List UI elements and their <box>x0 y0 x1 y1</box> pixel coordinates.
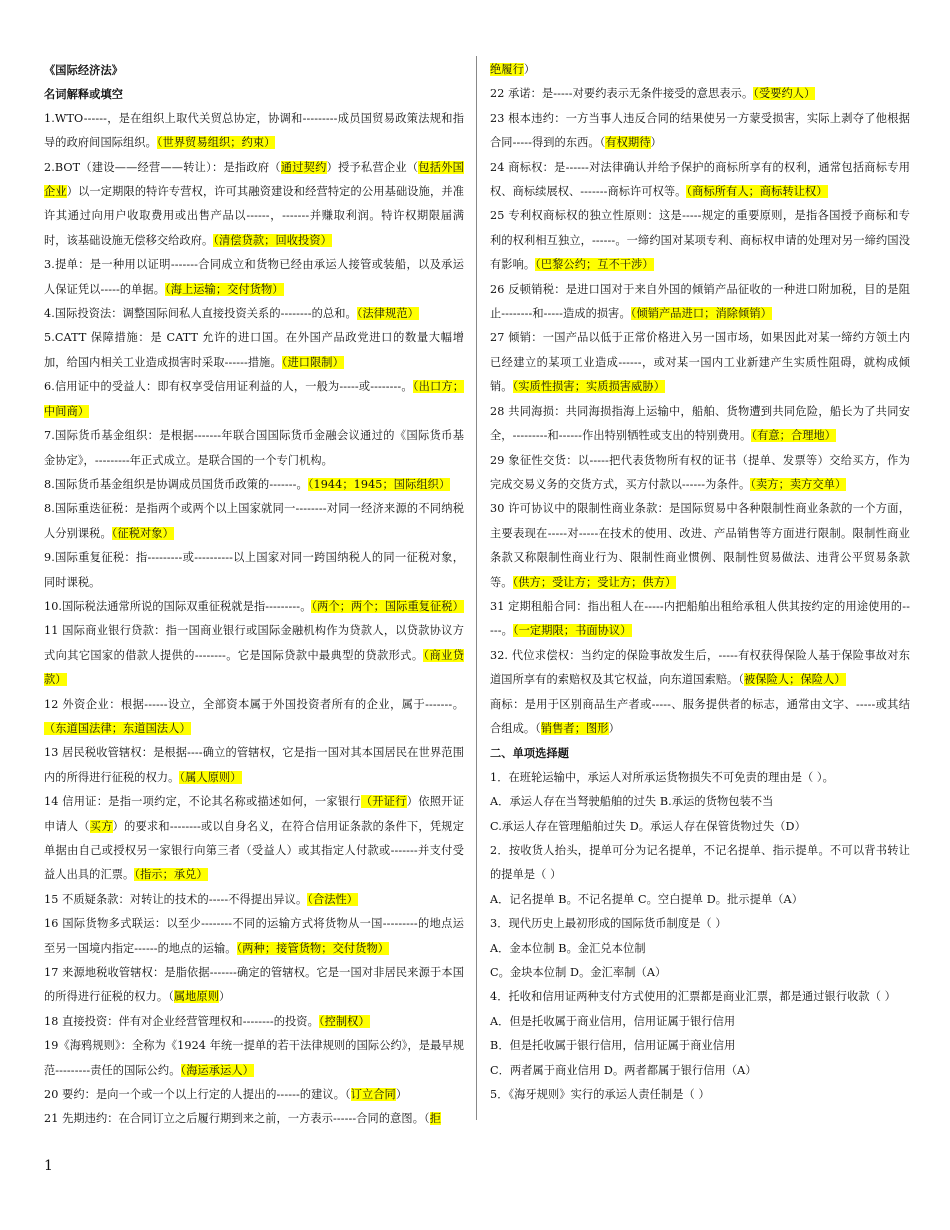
text-segment: 11 国际商业银行贷款：指一国商业银行或国际金融机构作为贷款人，以贷款协议方式向其它国家的借款人提供的--------。它是国际贷款中最典型的贷款形式。 <box>44 624 464 662</box>
text-segment: A．但是托收属于商业信用，信用证属于银行信用 <box>490 1014 736 1028</box>
paragraph <box>490 644 910 693</box>
text-segment: 5.CATT 保障措施：是 CATT 允许的进口国。在外国产品政党进口的数量大幅增加，给国内相关工业造成损害时采取------措施。 <box>44 331 464 369</box>
left-column <box>44 58 464 1132</box>
paragraph <box>490 1010 910 1034</box>
paragraph <box>490 58 910 82</box>
text-segment: 27 倾销：一国产品以低于正常价格进入另一国市场，如果因此对某一缔约方领土内已经建立的某项工业造成------，或对某一国内工业新建产生实质性阻碍，就构成倾销。 <box>490 331 910 394</box>
paragraph <box>44 693 464 742</box>
text-segment: 29 象征性交货：以-----把代表货物所有权的证书（提单、发票等）交给买方，作为完成交易义务的交货方式，买方付款以------为条件。 <box>490 453 910 491</box>
text-segment: B．但是托收属于银行信用，信用证属于商业信用 <box>490 1039 736 1053</box>
paragraph <box>490 1059 910 1083</box>
paragraph <box>490 693 910 742</box>
answer-highlight: 绝履行 <box>490 63 524 76</box>
answer-highlight: （出口方；中间商） <box>44 380 464 418</box>
paragraph <box>44 107 464 156</box>
answer-highlight: （两种；接管货物；交付货物） <box>236 941 390 955</box>
paragraph <box>44 1010 464 1034</box>
text-segment: 6.信用证中的受益人：即有权享受信用证利益的人，一般为-----或--------。 <box>44 380 413 394</box>
paragraph <box>44 497 464 546</box>
paragraph <box>44 424 464 473</box>
text-segment: 14 信用证：是指一项约定，不论其名称或描述如何，一家银行 <box>44 795 361 809</box>
text-segment: 31 定期租船合同：指出租人在-----内把船舶出租给承租人供其按约定的用途使用的-----。 <box>490 599 910 638</box>
paragraph <box>490 961 910 985</box>
paragraph <box>490 449 910 498</box>
paragraph <box>490 1034 910 1058</box>
paragraph <box>490 985 910 1009</box>
paragraph <box>490 400 910 449</box>
text-segment: 26 反顿销税：是进口国对于来自外国的倾销产品征收的一种进口附加税，目的是阻止--------和-----造成的损害。 <box>490 282 910 321</box>
answer-highlight: （海运承运人） <box>180 1063 254 1077</box>
text-segment: ） <box>608 721 620 735</box>
answer-highlight: 有权期待 <box>605 136 651 150</box>
answer-highlight: 买方 <box>89 819 113 833</box>
text-segment: 7.国际货币基金组织：是根据-------年联合国国际货币金融会议通过的《国际货币基金协定》，---------年正式成立。是联合国的一个专门机构。 <box>44 429 464 467</box>
text-segment: C．两者属于商业信用 D。两者都属于银行信用（A） <box>490 1063 757 1077</box>
text-segment: ） <box>523 63 536 76</box>
answer-highlight: （受要约人） <box>753 87 816 101</box>
paragraph <box>44 1034 464 1083</box>
text-segment: 8.国际货币基金组织是协调成员国货币政策的-------。 <box>44 477 308 491</box>
answer-highlight: （世界贸易组织；约束） <box>156 136 276 150</box>
text-segment: 2．按收货人抬头，提单可分为记名提单，不记名提单、指示提单。不可以背书转让的提单是（ ） <box>490 844 910 882</box>
text-segment: 12 外资企业：根据------设立，全部资本属于外国投资者所有的企业，属于-------。 <box>44 697 464 711</box>
paragraph <box>490 497 910 595</box>
text-segment: ） <box>395 1088 408 1102</box>
paragraph <box>490 278 910 327</box>
answer-highlight: 被保险人；保险人） <box>744 673 846 687</box>
paragraph <box>44 912 464 961</box>
answer-highlight: （控制权） <box>318 1014 370 1028</box>
paragraph <box>44 473 464 497</box>
text-segment: C.承运人存在管理船舶过失 D。承运人存在保管货物过失（D） <box>490 819 806 833</box>
paragraph <box>44 741 464 790</box>
answer-highlight: （法律规范） <box>356 307 419 321</box>
text-segment: A．记名提单 B。不记名提单 C。空白提单 D。批示提单（A） <box>490 892 803 906</box>
right-column <box>490 58 910 1107</box>
paragraph <box>490 937 910 961</box>
answer-highlight: 拒 <box>429 1112 441 1126</box>
paragraph <box>490 839 910 888</box>
paragraph <box>490 888 910 912</box>
text-segment: A．金本位制 B。金汇兑本位制 <box>490 941 646 955</box>
text-segment: 19《海鸦规则》：全称为《1924 年统一提单的若干法律规则的国际公约》，是最早规范---------责任的国际公约。 <box>44 1039 464 1077</box>
text-segment: 18 直接投资：伴有对企业经营管理权和--------的投资。 <box>44 1014 319 1028</box>
text-segment: 13 居民税收管辖权：是根据----确立的管辖权，它是指一国对其本国居民在世界范围内的所得进行征税的权力。 <box>44 746 464 784</box>
page-number: 1 <box>44 1158 53 1174</box>
paragraph <box>490 595 910 644</box>
answer-highlight: （合法性） <box>307 892 359 906</box>
paragraph <box>490 204 910 277</box>
text-segment: 1．在班轮运输中，承运人对所承运货物损失不可免责的理由是（ ）。 <box>490 770 834 784</box>
answer-highlight: 包括外国企业 <box>44 160 464 199</box>
answer-highlight: （供方；受让方；受让方；供方） <box>512 575 677 589</box>
answer-highlight: （两个；两个；国际重复征税） <box>311 599 464 613</box>
text-segment: 2.BOT（建设——经营——转让）：是指政府（ <box>44 160 281 174</box>
answer-highlight: （海上运输；交付货物） <box>165 282 284 296</box>
paragraph <box>490 912 910 936</box>
text-segment: 《国际经济法》 <box>44 63 124 77</box>
text-segment: ） <box>219 990 231 1004</box>
text-segment: ）以一定期限的特许专营权，许可其融资建设和经营特定的公用基础设施，并准许其通过向用户收取费用或出售产品以------，-------并赚取利润。特许权期限届满时，该基础设施无偿移交给政府。 <box>44 185 464 247</box>
paragraph <box>44 790 464 888</box>
answer-highlight: （倾销产品进口；消除倾销） <box>630 307 772 321</box>
answer-highlight: （东道国法律；东道国法人） <box>44 721 191 735</box>
text-segment: C。金块本位制 D。金汇率制（A） <box>490 966 667 980</box>
text-segment: 3．现代历史上最初形成的国际货币制度是（ ） <box>490 917 727 931</box>
text-segment: ）的要求和--------或以自身名义，在符合信用证条款的条件下，凭规定单据由自己或授权另一家银行向第三者（受益人）或其指定人付款或-------并支付受益人出具的汇票。 <box>44 819 465 882</box>
answer-highlight: （有意；合理地） <box>751 429 837 443</box>
text-segment: 3.提单：是一种用以证明-------合同成立和货物已经由承运人接管或装船，以及承运人保证凭以-----的单据。 <box>44 258 464 296</box>
paragraph <box>44 888 464 912</box>
text-segment: 二、单项选择题 <box>490 746 570 761</box>
text-segment: A．承运人存在当弩驶船舶的过失 B.承运的货物包装不当 <box>490 795 774 809</box>
paragraph <box>44 1107 464 1131</box>
paragraph <box>44 546 464 595</box>
answer-highlight: 属地原则 <box>173 990 220 1004</box>
text-segment: 5．《海牙规则》实行的承运人责任制是（ ） <box>490 1088 710 1102</box>
answer-highlight: （实质性损害；实质损害威胁） <box>512 380 666 394</box>
text-segment: 10.国际税法通常所说的国际双重征税就是指---------。 <box>44 599 312 613</box>
text-segment: 1.WTO------，是在组织上取代关贸总协定，协调和---------成员国贸易政策法规和指导的政府间国际组织。 <box>44 111 464 150</box>
paragraph <box>490 1083 910 1107</box>
answer-highlight: （征税对象） <box>111 526 174 540</box>
answer-highlight: （清偿贷款；回收投资） <box>213 233 332 247</box>
section-heading <box>490 741 910 765</box>
paragraph <box>490 815 910 839</box>
text-segment: 22 承诺：是-----对要约表示无条件接受的意思表示。 <box>490 87 754 101</box>
text-segment: 21 先期违约：在合同订立之后履行期到来之前，一方表示------合同的意图。（ <box>44 1112 430 1126</box>
answer-highlight: 销售者；图形 <box>540 721 609 735</box>
paragraph <box>44 375 464 424</box>
text-segment: 9.国际重复征税：指---------或----------以上国家对同一跨国纳税人的同一征税对象，同时课税。 <box>44 551 464 589</box>
paragraph <box>490 107 910 156</box>
text-segment: 8.国际重迭征税：是指两个或两个以上国家就同一--------对同一经济来源的不同纳税人分别课税。 <box>44 502 464 540</box>
answer-highlight: （商标所有人；商标转让权） <box>686 185 828 199</box>
paragraph <box>44 302 464 326</box>
paragraph <box>44 619 464 692</box>
answer-highlight: （巴黎公约；互不干涉） <box>535 258 654 272</box>
text-segment: 商标：是用于区别商品生产者或-----、服务提供者的标志，通常由文字、-----或其结合组成。（ <box>490 697 910 735</box>
text-segment: 23 根本违约：一方当事人违反合同的结果使另一方蒙受损害，实际上剥夺了他根据合同-----得到的东西。（ <box>490 111 910 150</box>
section-heading <box>44 58 464 82</box>
paragraph <box>490 326 910 399</box>
answer-highlight: （一定期限；书面协议） <box>512 624 632 638</box>
paragraph <box>44 595 464 619</box>
answer-highlight: （开证行 <box>360 795 407 809</box>
text-segment: 名词解释或填空 <box>44 87 124 102</box>
paragraph <box>490 82 910 106</box>
paragraph <box>490 790 910 814</box>
paragraph <box>490 766 910 790</box>
text-segment: ）授予私营企业（ <box>326 160 419 174</box>
paragraph <box>490 156 910 205</box>
text-segment: 24 商标权：是------对法律确认并给予保护的商标所享有的权利，通常包括商标专用权、商标续展权、-------商标许可权等。 <box>490 160 910 199</box>
answer-highlight: （进口限制） <box>281 355 344 369</box>
text-segment: ） <box>650 136 662 150</box>
paragraph <box>44 961 464 1010</box>
text-segment: 15 不质疑条款：对转让的技术的-----不得提出异议。 <box>44 892 308 906</box>
answer-highlight: （属人原则） <box>179 770 242 784</box>
text-segment: 4．托收和信用证两种支付方式使用的汇票都是商业汇票，都是通过银行收款（ ） <box>490 990 896 1004</box>
answer-highlight: （商业贷款） <box>44 648 464 687</box>
section-heading <box>44 82 464 106</box>
text-segment: 32. 代位求偿权：当约定的保险事故发生后，-----有权获得保险人基于保险事故对东道国所享有的索赔权及其它权益，向东道国索赔。（ <box>490 648 910 687</box>
text-segment: 20 要约：是向一个或一个以上行定的人提出的------的建议。（ <box>44 1088 351 1102</box>
answer-highlight: （指示；承兑） <box>134 868 208 882</box>
paragraph <box>44 326 464 375</box>
answer-highlight: （卖方；卖方交单） <box>750 477 847 491</box>
text-segment: ）依照开证申请人（ <box>44 795 464 833</box>
text-segment: 4.国际投资法：调整国际间私人直接投资关系的--------的总和。 <box>44 307 357 321</box>
answer-highlight: （1944；1945；国际组织） <box>307 477 451 491</box>
text-segment: 30 许可协议中的限制性商业条款：是国际贸易中各种限制性商业条款的一个方面，主要表现在-----对-----在技术的使用、改进、产品销售等方面进行限制。限制性商业条款又称限制性商业行为、限制性商业惯例、限制性贸易做法、违背公平贸易条款等。 <box>490 502 910 589</box>
text-segment: 16 国际货物多式联运：以至少--------不同的运输方式将货物从一国---------的地点运至另一国境内指定------的地点的运输。 <box>44 917 464 955</box>
text-segment: 25 专利权商标权的独立性原则：这是-----规定的重要原则，是指各国授予商标和专利的权利相互独立，------。一缔约国对某项专利、商标权申请的处理对另一缔约国没有影响。 <box>490 209 910 272</box>
answer-highlight: 订立合同 <box>350 1088 396 1102</box>
text-segment: 17 来源地税收管辖权：是脂依据-------确定的管辖权。它是一国对非居民来源于本国的所得进行征税的权力。（ <box>44 966 464 1004</box>
column-divider <box>476 56 477 1120</box>
paragraph <box>44 1083 464 1107</box>
answer-highlight: 通过契约 <box>280 160 327 174</box>
paragraph <box>44 156 464 254</box>
text-segment: 28 共同海损：共同海损指海上运输中，船舶、货物遭到共同危险，船长为了共同安全，---------和------作出特别牺牲或支出的特别费用。 <box>490 404 910 443</box>
paragraph <box>44 253 464 302</box>
